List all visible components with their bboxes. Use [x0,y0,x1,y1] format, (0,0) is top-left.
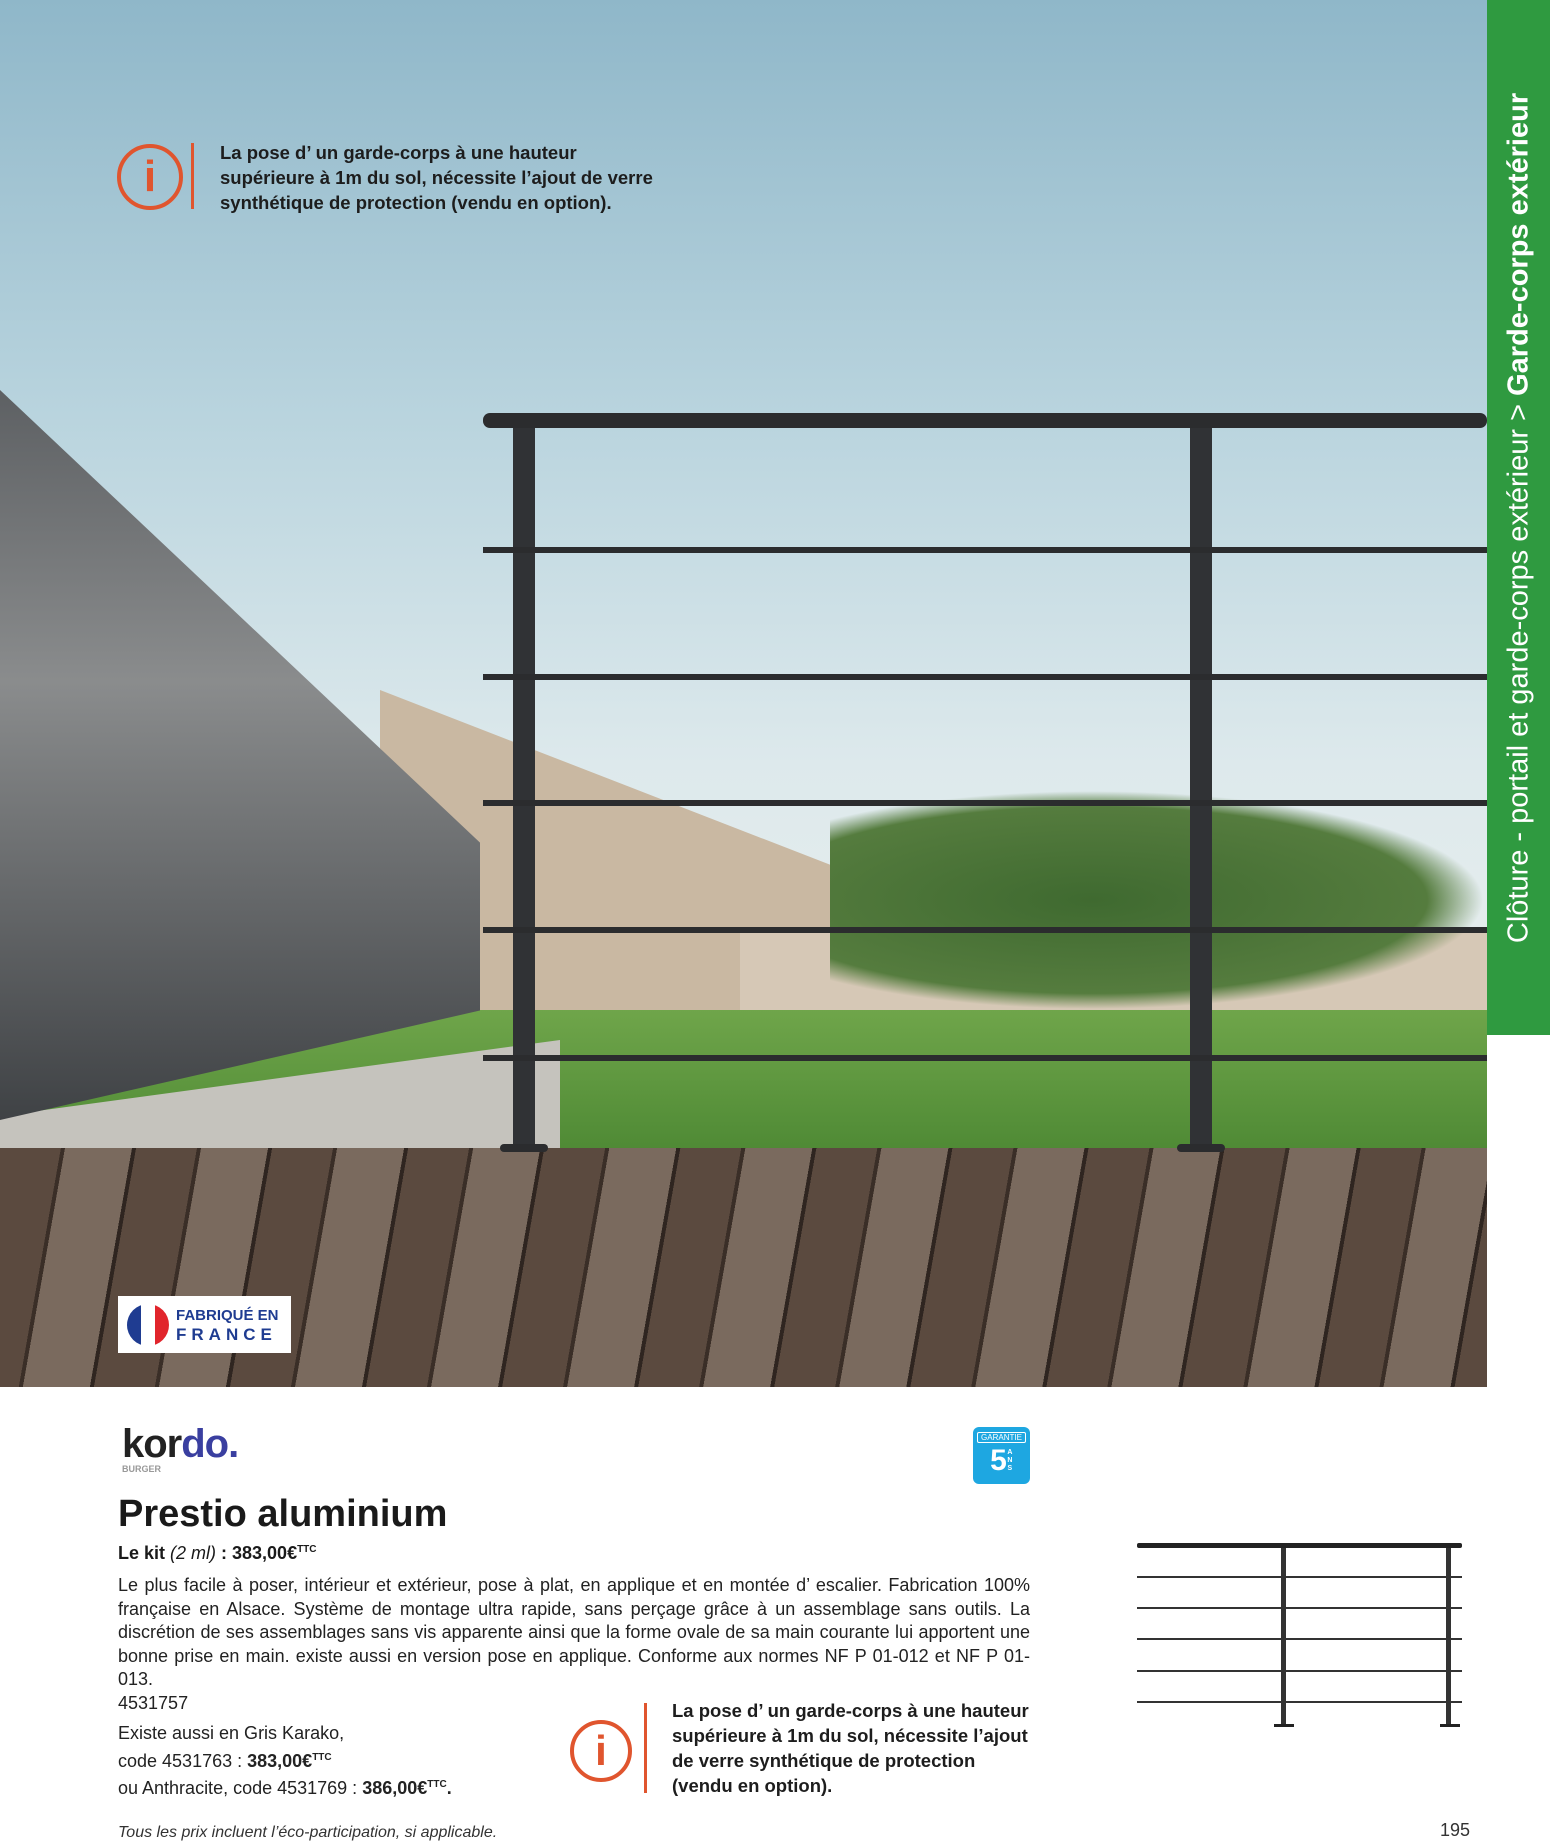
breadcrumb-separator: > [1502,403,1534,421]
kordo-logo: kordo. BURGER [122,1422,239,1474]
railing-bar [483,927,1487,933]
section-label: Garde-corps extérieur [1502,92,1534,396]
railing-bar [483,674,1487,680]
footer-note: Tous les prix incluent l’éco-participation, si applicable. [118,1824,498,1841]
trees [830,790,1487,1010]
info-icon: i [570,1720,632,1782]
notice-divider [191,143,194,209]
product-title: Prestio aluminium [118,1493,448,1535]
page-number: 195 [1440,1820,1471,1840]
kit-price: Le kit (2 ml) : 383,00€$^{TTC}$ [118,1543,317,1563]
product-code: 4531757 [118,1693,189,1713]
railing-foot [500,1144,548,1152]
railing-bar [483,547,1487,553]
section-tab [1487,0,1550,1035]
guarantee-badge: GARANTIE 5 ANS [973,1427,1030,1484]
info-icon: i [117,144,183,210]
railing-bar [483,1055,1487,1061]
railing-post [1190,428,1212,1150]
badge-line1: FABRIQUÉ EN [176,1306,279,1324]
railing-bar [483,800,1487,806]
railing-handrail [483,413,1487,428]
made-in-france-badge [118,1296,291,1353]
product-description: Le plus facile à poser, intérieur et extérieur, pose à plat, en applique et en montée d’ escalier. Fabrication 100% française en Alsace. Système de montage ultra rapide, sans perçage grâce à un assemblage sans outils. La discrétion de ses assemblages sans vis apparente ainsi que la forme ovale de sa main courante lui apportent une bonne prise en main. existe aussi en version pose en applique. Conforme aux normes NF P 01-012 et NF P 01-013. [118,1575,1030,1689]
notice-line: synthétique de protection (vendu en option). [220,192,612,213]
railing-foot [1177,1144,1225,1152]
bottom-notice: La pose d’ un garde-corps à une hauteur supérieure à 1m du sol, nécessite l’ajout de verre synthétique de protection (vendu en option). [672,1700,1029,1796]
notice-line: La pose d’ un garde-corps à une hauteur [220,142,577,163]
railing-post [513,428,535,1150]
category-label: Clôture - portail et garde-corps extérieur [1502,428,1534,943]
railing-diagram [1130,1535,1470,1735]
notice-line: supérieure à 1m du sol, nécessite l’ajout de verre [220,167,653,188]
badge-line2: FRANCE [176,1324,277,1344]
notice-divider [644,1703,647,1793]
french-flag-icon [127,1304,169,1346]
top-notice [220,140,680,215]
variants: Existe aussi en Gris Karako, code 4531763 : 383,00€$^{TTC}$ ou Anthracite, code 4531769 : 386,00€$^{TTC}$. [118,1723,452,1798]
